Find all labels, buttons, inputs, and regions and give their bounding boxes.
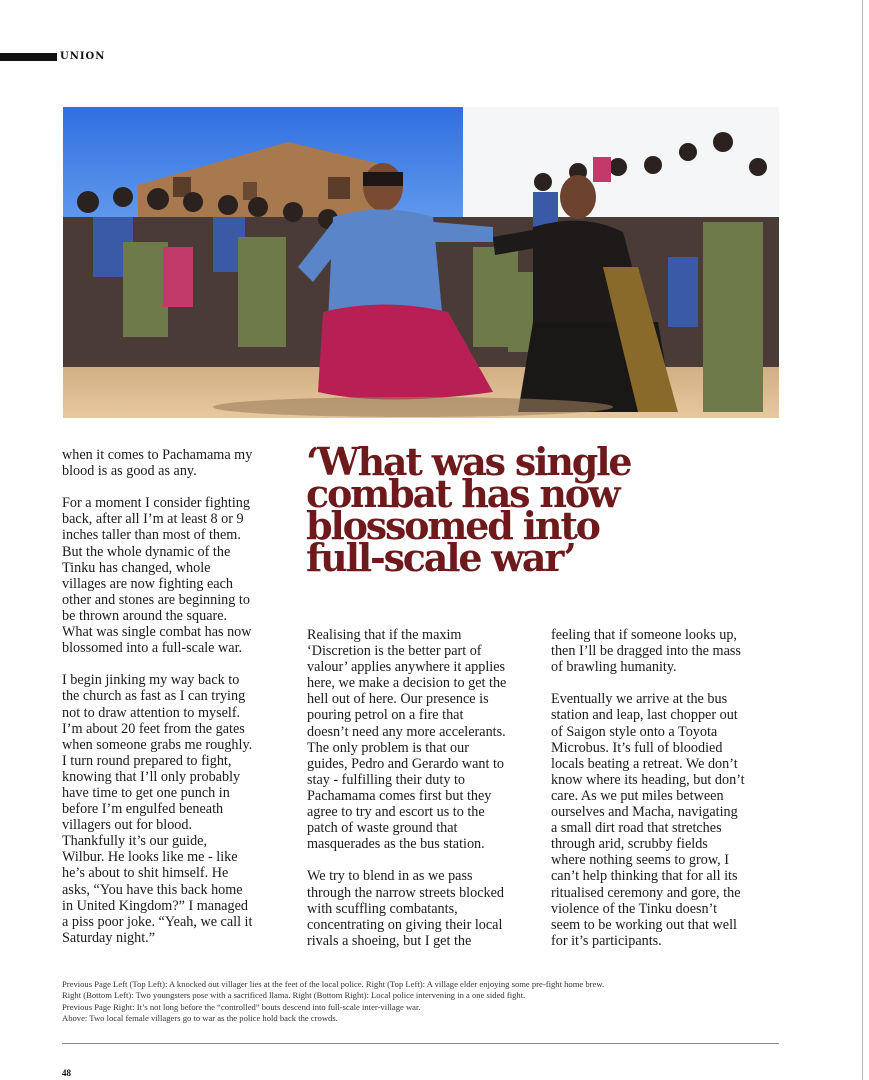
- feature-photo: [63, 107, 779, 418]
- photo-captions: [62, 979, 782, 1025]
- pull-quote: ‘What was single combat has now blossomed into full-scale war’: [306, 439, 631, 580]
- caption-line: Previous Page Left (Top Left): A knocked out villager lies at the feet of the local police. Right (Top Left): A village elder enjoying some pre-fight home brew.: [62, 979, 605, 989]
- photo-illustration: [63, 107, 779, 418]
- body-column-3: feeling that if someone looks up, then I’ll be dragged into the mass of brawling humanity. Eventually we arrive at the bus station and leap, last chopper out of Saigon style onto a Toyota Microbus. It’s full of bloodied locals beating a retreat. We don’t know where its heading, but don’t care. As we put miles between ourselves and Macha, navigating a small dirt road that stretches through arid, scrubby fields where nothing seems to grow, I can’t help thinking that for all its ritualised ceremony and gore, the violence of the Tinku doesn’t seem to be working out that well for it’s participants.: [551, 627, 745, 949]
- section-label: UNION: [60, 51, 106, 62]
- footer-rule: [62, 1043, 779, 1044]
- body-column-1: when it comes to Pachamama my blood is as good as any. For a moment I consider fighting back, after all I’m at least 8 or 9 inches taller than most of them. But the whole dynamic of the Tinku has changed, whole villages are now fighting each other and stones are beginning to be thrown around the square. What was single combat has now blossomed into a full-scale war. I begin jinking my way back to the church as fast as I can trying not to draw attention to myself. I’m about 20 feet from the gates when someone grabs me roughly. I turn round prepared to fight, knowing that I’ll only probably have time to get one punch in before I’m engulfed beneath villagers out for blood. Thankfully it’s our guide, Wilbur. He looks like me - like he’s about to shit himself. He asks, “You have this back home in United Kingdom?” I managed a piss poor joke. “Yeah, we call it Saturday night.”: [62, 447, 253, 946]
- page-number: 48: [62, 1068, 71, 1078]
- body-column-2: Realising that if the maxim ‘Discretion is the better part of valour’ applies anywhere it applies here, we make a decision to get the hell out of here. Our presence is pouring petrol on a fire that doesn’t need any more accelerants. The only problem is that our guides, Pedro and Gerardo want to stay - fulfilling their duty to Pachamama comes first but they agree to try and escort us to the patch of waste ground that masquerades as the bus station. We try to blend in as we pass through the narrow streets blocked with scuffling combatants, concentrating on giving their local rivals a shoeing, but I get the: [307, 627, 507, 949]
- caption-line: Previous Page Right: It’s not long before the “controlled” bouts descend into full-scale inter-village war.: [62, 1001, 421, 1012]
- caption-line: Above: Two local female villagers go to war as the police hold back the crowds.: [62, 1013, 338, 1024]
- section-bar: [0, 53, 57, 61]
- caption-line: Right (Bottom Left): Two youngsters pose with a sacrificed llama. Right (Bottom Right): Local police intervening in a one sided fight.: [62, 990, 526, 1001]
- page-edge-rule: [862, 0, 863, 1080]
